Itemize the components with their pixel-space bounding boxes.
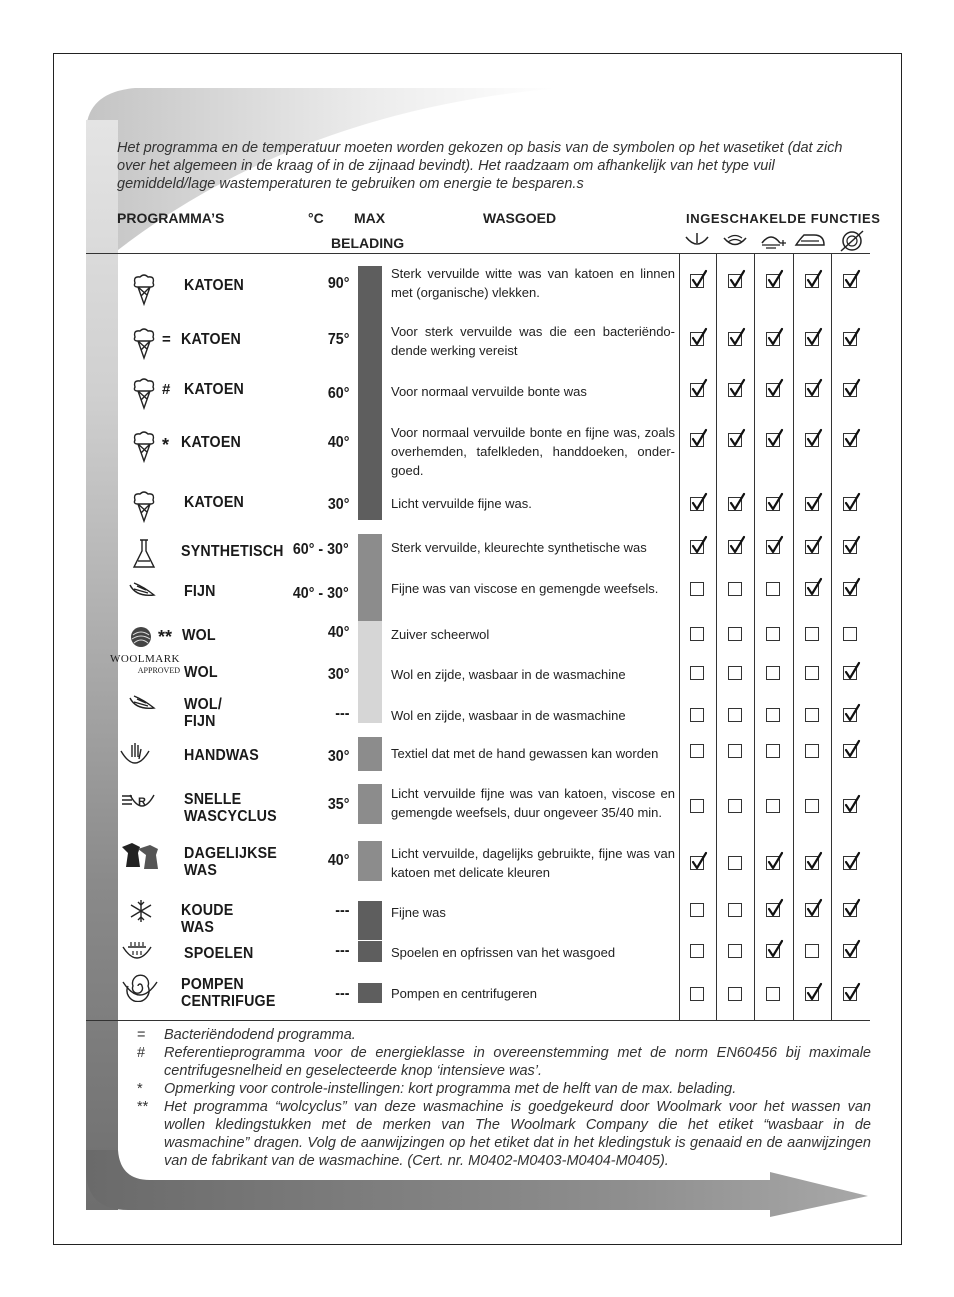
function-checkbox-checked[interactable] xyxy=(766,540,780,554)
program-temperature: 90° xyxy=(327,275,349,292)
function-checkbox-checked[interactable] xyxy=(805,497,819,511)
function-checkbox-checked[interactable] xyxy=(690,274,704,288)
function-checkbox-unchecked[interactable] xyxy=(690,944,704,958)
program-temperature: 40° xyxy=(327,852,349,869)
table-top-rule xyxy=(86,253,870,254)
function-checkbox-checked[interactable] xyxy=(843,666,857,680)
function-checkbox-unchecked[interactable] xyxy=(805,744,819,758)
footnote-symbol: # xyxy=(137,1045,146,1061)
function-checkbox-unchecked[interactable] xyxy=(766,666,780,680)
max-load-bar xyxy=(358,482,382,520)
function-checkbox-checked[interactable] xyxy=(805,332,819,346)
rinse-icon xyxy=(120,939,154,970)
program-temperature: --- xyxy=(334,985,349,1002)
synthetic-icon xyxy=(130,537,158,576)
program-name: SNELLE WASCYCLUS xyxy=(184,791,277,825)
program-temperature: 40° xyxy=(327,434,349,451)
anti-crease-icon xyxy=(683,229,711,251)
function-checkbox-unchecked[interactable] xyxy=(690,903,704,917)
program-temperature: 40° xyxy=(327,624,349,641)
function-checkbox-checked[interactable] xyxy=(766,944,780,958)
cotton-icon xyxy=(130,490,158,529)
program-temperature: 30° xyxy=(327,666,349,683)
max-load-bar xyxy=(358,621,382,663)
intro-text: Het programma en de temperatuur moeten worden gekozen op basis van de symbolen op het wasetiket (dat zich over het algemeen in de kraag of in de zijnaad bevindt). Het raadzaam om afhankelijk van het type vuil gemiddeld/lage wastemperaturen te gebruiken om energie te besparen.s xyxy=(117,140,843,192)
function-checkbox-unchecked[interactable] xyxy=(805,708,819,722)
footnote xyxy=(137,1080,871,1098)
program-name: DAGELIJKSE WAS xyxy=(184,845,277,879)
max-load-bar xyxy=(358,784,382,824)
max-load-bar xyxy=(358,266,382,320)
program-temperature: 75° xyxy=(327,331,349,348)
function-checkbox-unchecked[interactable] xyxy=(805,666,819,680)
woolmark-text: WOOLMARK xyxy=(110,653,180,665)
function-checkbox-checked[interactable] xyxy=(728,540,742,554)
column-divider-1 xyxy=(679,253,680,1020)
function-checkbox-unchecked[interactable] xyxy=(805,627,819,641)
function-checkbox-checked[interactable] xyxy=(728,274,742,288)
function-checkbox-checked[interactable] xyxy=(805,856,819,870)
max-load-bar xyxy=(358,841,382,881)
program-temperature: 35° xyxy=(327,796,349,813)
program-name: KATOEN xyxy=(184,381,245,398)
header-programs: PROGRAMMA’S xyxy=(117,210,225,226)
rapid-icon xyxy=(120,789,158,820)
function-checkbox-unchecked[interactable] xyxy=(690,708,704,722)
function-checkbox-unchecked[interactable] xyxy=(690,666,704,680)
handwash-icon xyxy=(118,741,152,776)
no-spin-icon xyxy=(838,229,866,253)
footnote xyxy=(137,1026,871,1044)
function-checkbox-checked[interactable] xyxy=(728,332,742,346)
program-temperature: --- xyxy=(334,705,349,722)
function-checkbox-unchecked[interactable] xyxy=(766,708,780,722)
max-load-bar xyxy=(358,534,382,579)
extra-rinse-icon xyxy=(758,229,788,251)
function-checkbox-unchecked[interactable] xyxy=(728,903,742,917)
max-load-bar xyxy=(358,983,382,1003)
function-checkbox-checked[interactable] xyxy=(843,383,857,397)
function-checkbox-unchecked[interactable] xyxy=(690,799,704,813)
max-load-bar xyxy=(358,416,382,482)
function-checkbox-checked[interactable] xyxy=(805,433,819,447)
program-description: Wol en zijde, wasbaar in de wasmachine xyxy=(391,708,626,723)
function-checkbox-checked[interactable] xyxy=(766,274,780,288)
program-name: KATOEN xyxy=(181,434,242,451)
program-temperature: --- xyxy=(334,902,349,919)
footnotes xyxy=(137,1026,871,1170)
function-checkbox-unchecked[interactable] xyxy=(728,666,742,680)
function-checkbox-unchecked[interactable] xyxy=(728,856,742,870)
footnote-text: Opmerking voor controle-instellingen: kort programma met de helft van de max. belading. xyxy=(164,1081,737,1097)
function-checkbox-checked[interactable] xyxy=(766,856,780,870)
svg-text:R: R xyxy=(138,796,146,808)
max-load-bar xyxy=(358,703,382,723)
max-load-bar xyxy=(358,941,382,962)
program-name: WOL/ FIJN xyxy=(184,696,222,730)
delicate-icon xyxy=(128,581,156,606)
program-description: Sterk vervuilde witte was van katoen en linnen met (organische) vlekken. xyxy=(391,266,675,300)
header-max: MAX xyxy=(354,210,386,226)
column-divider-4 xyxy=(793,253,794,1020)
function-checkbox-unchecked[interactable] xyxy=(805,799,819,813)
program-description: Fijne was van viscose en gemengde weefsels. xyxy=(391,581,659,596)
function-checkbox-unchecked[interactable] xyxy=(843,627,857,641)
function-checkbox-checked[interactable] xyxy=(843,903,857,917)
function-checkbox-checked[interactable] xyxy=(690,540,704,554)
function-checkbox-checked[interactable] xyxy=(805,903,819,917)
program-name: WOL xyxy=(184,664,218,681)
function-checkbox-unchecked[interactable] xyxy=(728,708,742,722)
function-checkbox-checked[interactable] xyxy=(805,383,819,397)
program-description: Fijne was xyxy=(391,905,446,920)
function-checkbox-checked[interactable] xyxy=(843,708,857,722)
program-description: Licht vervuilde, dagelijks gebruikte, fijne was van katoen met delicate kleuren xyxy=(391,846,675,880)
function-checkbox-checked[interactable] xyxy=(843,582,857,596)
function-checkbox-checked[interactable] xyxy=(766,332,780,346)
function-checkbox-checked[interactable] xyxy=(690,856,704,870)
program-name: WOL xyxy=(182,627,216,644)
header-load: BELADING xyxy=(331,235,405,251)
footnote xyxy=(137,1098,871,1170)
program-temperature: 30° xyxy=(327,496,349,513)
program-name: KATOEN xyxy=(181,331,242,348)
program-name: KATOEN xyxy=(184,277,245,294)
program-description: Sterk vervuilde, kleurechte synthetische was xyxy=(391,540,647,555)
program-name: KATOEN xyxy=(184,494,245,511)
program-temperature: --- xyxy=(334,942,349,959)
footnote-symbol: = xyxy=(137,1027,146,1043)
cotton-icon xyxy=(130,377,158,416)
function-checkbox-checked[interactable] xyxy=(690,433,704,447)
cold-icon xyxy=(128,898,154,929)
function-checkbox-unchecked[interactable] xyxy=(805,944,819,958)
function-checkbox-checked[interactable] xyxy=(766,903,780,917)
function-checkbox-unchecked[interactable] xyxy=(766,744,780,758)
footnote-text: Bacteriëndodend programma. xyxy=(164,1027,356,1043)
program-description: Voor normaal vervuilde bonte en fijne was, zoals overhemden, tafelkleden, handdoeken, onder-goed. xyxy=(391,425,675,478)
function-checkbox-checked[interactable] xyxy=(843,332,857,346)
cotton-icon xyxy=(130,273,158,312)
program-name: FIJN xyxy=(184,583,216,600)
function-checkbox-unchecked[interactable] xyxy=(728,744,742,758)
function-checkbox-checked[interactable] xyxy=(805,274,819,288)
function-checkbox-unchecked[interactable] xyxy=(766,987,780,1001)
spin-icon xyxy=(120,972,160,1007)
function-checkbox-checked[interactable] xyxy=(805,540,819,554)
function-checkbox-checked[interactable] xyxy=(843,274,857,288)
function-checkbox-checked[interactable] xyxy=(843,856,857,870)
function-checkbox-checked[interactable] xyxy=(843,944,857,958)
function-checkbox-checked[interactable] xyxy=(728,497,742,511)
program-temperature: 40° - 30° xyxy=(293,585,349,602)
program-temperature: 60° xyxy=(327,385,349,402)
program-name: KOUDE WAS xyxy=(181,902,234,936)
function-checkbox-checked[interactable] xyxy=(766,497,780,511)
header-functions: INGESCHAKELDE FUNCTIES xyxy=(686,211,881,226)
column-divider-2 xyxy=(716,253,717,1020)
program-name: SPOELEN xyxy=(184,945,254,962)
program-mark: = xyxy=(162,331,171,348)
function-checkbox-unchecked[interactable] xyxy=(690,744,704,758)
max-load-bar xyxy=(358,368,382,416)
easy-iron-icon xyxy=(794,229,828,251)
function-checkbox-unchecked[interactable] xyxy=(690,582,704,596)
function-checkbox-checked[interactable] xyxy=(728,383,742,397)
daily-icon xyxy=(118,839,162,878)
program-description: Wol en zijde, wasbaar in de wasmachine xyxy=(391,667,626,682)
program-description: Licht vervuilde fijne was van katoen, viscose en gemengde weefsels, duur ongeveer 35/40 min. xyxy=(391,786,675,820)
function-checkbox-checked[interactable] xyxy=(843,799,857,813)
program-temperature: 30° xyxy=(327,748,349,765)
program-name: SYNTHETISCH xyxy=(181,543,284,560)
function-checkbox-checked[interactable] xyxy=(766,433,780,447)
program-description: Zuiver scheerwol xyxy=(391,627,490,642)
program-description: Textiel dat met de hand gewassen kan worden xyxy=(391,746,659,761)
function-checkbox-checked[interactable] xyxy=(766,383,780,397)
function-checkbox-checked[interactable] xyxy=(843,987,857,1001)
program-mark: ** xyxy=(158,627,173,647)
function-checkbox-unchecked[interactable] xyxy=(766,799,780,813)
program-mark: * xyxy=(162,435,170,455)
header-laundry: WASGOED xyxy=(483,210,557,226)
woolmark-logo xyxy=(110,654,180,676)
function-checkbox-unchecked[interactable] xyxy=(728,582,742,596)
wool-icon xyxy=(128,623,156,656)
footnote-text: Referentieprogramma voor de energieklasse in overeenstemming met de norm EN60456 bij maximale centrifugesnelheid en geselecteerde knop ‘intensieve was’. xyxy=(164,1045,871,1079)
max-load-bar xyxy=(358,579,382,621)
footnote-text: Het programma “wolcyclus” van deze wasmachine is goedgekeurd door Woolmark voor het wassen van wollen kledingstukken met de merken van The Woolmark Company die het etiket “wasbaar in de wasmachine” dragen. Volg de aanwijzingen op het etiket dat in het kledingstuk is genaaid en de aanwijzingen van de fabrikant van de wasmachine. (Cert. nr. M0402-M0403-M0404-M0405). xyxy=(164,1099,871,1169)
function-checkbox-checked[interactable] xyxy=(843,744,857,758)
table-bottom-rule xyxy=(86,1020,870,1021)
program-description: Voor sterk vervuilde was die een bacteriëndo-dende werking vereist xyxy=(391,324,675,358)
cotton-icon xyxy=(130,327,158,366)
column-divider-5 xyxy=(831,253,832,1020)
function-checkbox-checked[interactable] xyxy=(690,332,704,346)
column-divider-3 xyxy=(754,253,755,1020)
program-temperature: 60° - 30° xyxy=(293,541,349,558)
function-checkbox-checked[interactable] xyxy=(805,987,819,1001)
footnote-symbol: ** xyxy=(137,1099,149,1115)
intensive-wash-icon xyxy=(721,229,749,251)
function-checkbox-unchecked[interactable] xyxy=(766,582,780,596)
program-description: Spoelen en opfrissen van het wasgoed xyxy=(391,945,616,960)
program-description: Licht vervuilde fijne was. xyxy=(391,496,532,511)
function-checkbox-unchecked[interactable] xyxy=(690,987,704,1001)
function-checkbox-unchecked[interactable] xyxy=(728,987,742,1001)
woolmark-approved: APPROVED xyxy=(137,666,180,675)
max-load-bar xyxy=(358,663,382,703)
cotton-icon xyxy=(130,430,158,469)
max-load-bar xyxy=(358,901,382,940)
function-checkbox-checked[interactable] xyxy=(728,433,742,447)
function-checkbox-checked[interactable] xyxy=(690,383,704,397)
program-description: Pompen en centrifugeren xyxy=(391,986,537,1001)
function-checkbox-checked[interactable] xyxy=(843,540,857,554)
function-checkbox-unchecked[interactable] xyxy=(690,627,704,641)
max-load-bar xyxy=(358,737,382,771)
function-checkbox-unchecked[interactable] xyxy=(728,799,742,813)
program-description: Voor normaal vervuilde bonte was xyxy=(391,384,587,399)
function-checkbox-checked[interactable] xyxy=(843,497,857,511)
function-checkbox-unchecked[interactable] xyxy=(728,627,742,641)
delicate-icon xyxy=(128,694,156,719)
function-checkbox-checked[interactable] xyxy=(690,497,704,511)
function-checkbox-unchecked[interactable] xyxy=(728,944,742,958)
program-name: POMPEN CENTRIFUGE xyxy=(181,976,276,1010)
function-checkbox-checked[interactable] xyxy=(805,582,819,596)
max-load-bar xyxy=(358,320,382,368)
program-name: HANDWAS xyxy=(184,747,259,764)
function-checkbox-unchecked[interactable] xyxy=(766,627,780,641)
footnote-symbol: * xyxy=(137,1081,143,1097)
function-checkbox-checked[interactable] xyxy=(843,433,857,447)
header-temp: °C xyxy=(308,210,324,226)
program-mark: # xyxy=(162,381,171,398)
footnote xyxy=(137,1044,871,1080)
